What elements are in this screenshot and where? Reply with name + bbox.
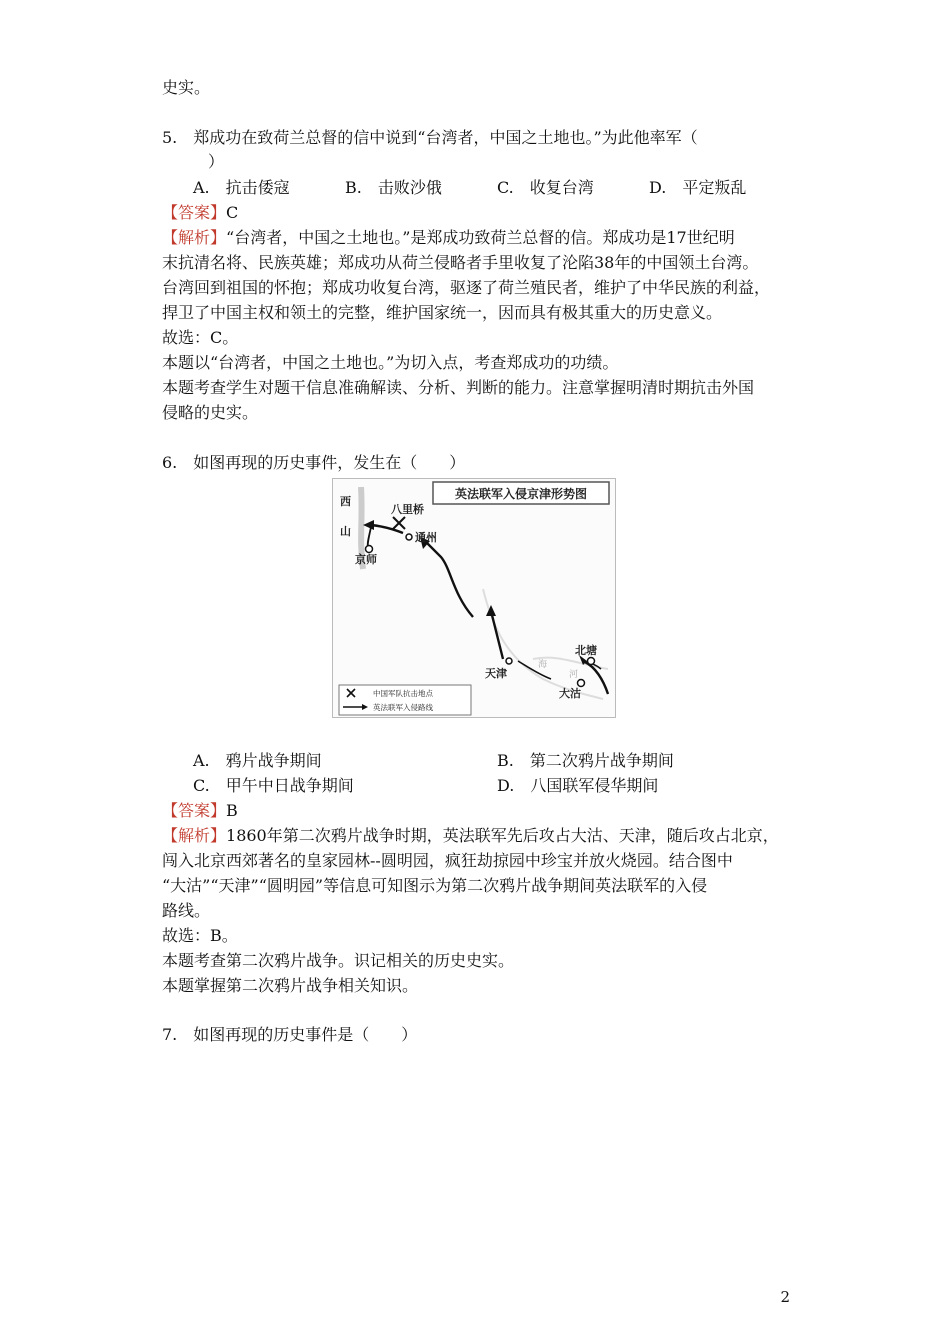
city-marker xyxy=(406,534,412,540)
city-marker xyxy=(578,680,585,687)
q5-analysis-line: 故选：C。 xyxy=(162,328,239,347)
label-baliqiao: 八里桥 xyxy=(391,503,424,516)
label-xi: 西 xyxy=(340,495,351,508)
answer-tag: 【答案】 xyxy=(162,801,227,820)
analysis-tag: 【解析】 xyxy=(162,228,227,247)
answer-tag: 【答案】 xyxy=(162,203,227,222)
q6-answer xyxy=(162,799,238,823)
city-marker xyxy=(366,546,373,553)
q5-answer xyxy=(162,201,238,225)
route-arrowhead xyxy=(363,520,374,530)
q6-analysis-line: 本题考查第二次鸦片战争。识记相关的历史史实。 xyxy=(162,951,515,970)
route-arrow xyxy=(371,525,403,533)
q6-analysis-line: 路线。 xyxy=(162,901,211,920)
q6-analysis-line: 闯入北京西郊著名的皇家园林--圆明园，疯狂劫掠园中珍宝并放火烧园。结合图中 xyxy=(162,851,733,870)
q5-analysis-line: 本题以“台湾者，中国之土地也。”为切入点，考查郑成功的功绩。 xyxy=(162,353,619,372)
city-marker xyxy=(588,658,595,665)
q6-analysis-line: 本题掌握第二次鸦片战争相关知识。 xyxy=(162,976,419,995)
q6-analysis-line: 故选：B。 xyxy=(162,926,238,945)
q5-analysis-line: 侵略的史实。 xyxy=(162,403,259,422)
q5-analysis-line: 本题考查学生对题干信息准确解读、分析、判断的能力。注意掌握明清时期抗击外国 xyxy=(162,378,755,397)
label-jingshi: 京师 xyxy=(355,553,377,566)
label-he: 河 xyxy=(569,670,579,680)
q6-option-a: A. 鸦片战争期间 xyxy=(193,751,322,770)
route-arrow xyxy=(425,541,473,617)
analysis-text: “台湾者，中国之土地也。”是郑成功致荷兰总督的信。郑成功是17世纪明 xyxy=(226,228,735,247)
battle-marker xyxy=(393,517,405,529)
q5-analysis-line: 捍卫了中国主权和领土的完整，维护国家统一，因而具有极其重大的历史意义。 xyxy=(162,303,723,322)
q6-stem: 6. 如图再现的历史事件，发生在（ ） xyxy=(162,453,466,472)
q5-option-c: C. 收复台湾 xyxy=(497,178,594,197)
legend-route-label: 英法联军入侵路线 xyxy=(373,703,433,712)
city-marker xyxy=(506,658,512,664)
route-arrow xyxy=(491,611,503,659)
label-beitang: 北塘 xyxy=(575,644,597,657)
page-number: 2 xyxy=(780,1288,790,1306)
answer-value: C xyxy=(226,203,239,222)
previous-analysis-tail: 史实。 xyxy=(162,78,211,97)
q6-analysis-line xyxy=(162,824,779,848)
label-tianjin: 天津 xyxy=(485,667,507,680)
q5-analysis-line: 末抗清名将、民族英雄；郑成功从荷兰侵略者手里收复了沦陷38年的中国领土台湾。 xyxy=(162,253,759,272)
q6-option-d: D. 八国联军侵华期间 xyxy=(497,776,659,795)
answer-value: B xyxy=(226,801,238,820)
q5-option-b: B. 击败沙俄 xyxy=(345,178,442,197)
q7-stem: 7. 如图再现的历史事件是（ ） xyxy=(162,1025,418,1044)
q5-option-d: D. 平定叛乱 xyxy=(649,178,747,197)
label-dagu: 大沽 xyxy=(559,687,581,700)
label-tongzhou: 通州 xyxy=(415,531,437,544)
q5-analysis-line: 台湾回到祖国的怀抱；郑成功收复台湾，驱逐了荷兰殖民者，维护了中华民族的利益， xyxy=(162,278,771,297)
q6-option-c: C. 甲午中日战争期间 xyxy=(193,776,354,795)
q5-stem: 5. 郑成功在致荷兰总督的信中说到“台湾者，中国之土地也。”为此他率军（ xyxy=(162,128,698,147)
label-shan: 山 xyxy=(340,525,351,538)
legend-battle-label: 中国军队抗击地点 xyxy=(373,689,433,698)
historical-map xyxy=(332,478,616,718)
q6-option-b: B. 第二次鸦片战争期间 xyxy=(497,751,674,770)
q5-analysis-line xyxy=(162,226,735,250)
q5-option-a: A. 抗击倭寇 xyxy=(193,178,290,197)
label-hai: 海 xyxy=(538,660,548,670)
map-title: 英法联军入侵京津形势图 xyxy=(454,487,588,501)
analysis-text: 1860年第二次鸦片战争时期，英法联军先后攻占大沽、天津，随后攻占北京， xyxy=(226,826,779,845)
q6-analysis-line: “大沽”“天津”“圆明园”等信息可知图示为第二次鸦片战争期间英法联军的入侵 xyxy=(162,876,708,895)
route-arrow xyxy=(368,527,371,547)
q5-stem-cont: ） xyxy=(208,152,225,171)
analysis-tag: 【解析】 xyxy=(162,826,227,845)
